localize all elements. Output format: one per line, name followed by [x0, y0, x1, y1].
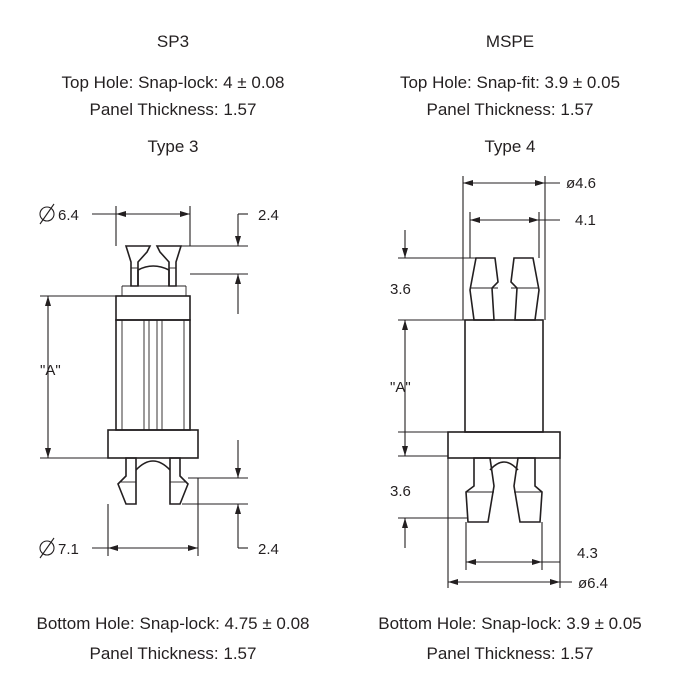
mspe-top-outer-diameter: ø4.6: [566, 175, 597, 192]
mspe-bottom-outer-diameter: ø6.4: [578, 575, 609, 592]
sp3-top-length: 2.4: [258, 207, 279, 224]
mspe-bottom-inner-width: 4.3: [577, 545, 598, 562]
mspe-bottom-length: 3.6: [390, 483, 411, 500]
sp3-bottom-diameter: 7.1: [58, 541, 79, 558]
left-type-label: Type 3: [147, 137, 199, 156]
left-title: SP3: [156, 32, 190, 51]
left-bottom-hole-spec: Bottom Hole: Snap-lock: 4.75 ± 0.08: [36, 614, 310, 633]
left-top-hole-spec: Top Hole: Snap-lock: 4 ± 0.08: [61, 73, 285, 92]
left-bottom-panel-thickness: Panel Thickness: 1.57: [89, 644, 257, 663]
right-bottom-hole-spec: Bottom Hole: Snap-lock: 3.9 ± 0.05: [378, 614, 642, 633]
mspe-spacer-drawing: [448, 258, 560, 522]
sp3-dimension-a: "A": [40, 362, 61, 379]
right-top-panel-thickness: Panel Thickness: 1.57: [426, 100, 594, 119]
right-type-label: Type 4: [484, 137, 536, 156]
mspe-dimension-lines: [398, 176, 572, 588]
sp3-bottom-length: 2.4: [258, 541, 279, 558]
mspe-top-length: 3.6: [390, 281, 411, 298]
sp3-spacer-drawing: [108, 246, 198, 504]
right-title: MSPE: [485, 32, 535, 51]
right-bottom-panel-thickness: Panel Thickness: 1.57: [426, 644, 594, 663]
mspe-dimension-a: "A": [390, 379, 411, 396]
sp3-top-diameter: 6.4: [58, 207, 79, 224]
left-top-panel-thickness: Panel Thickness: 1.57: [89, 100, 257, 119]
mspe-top-inner-width: 4.1: [575, 212, 596, 229]
right-top-hole-spec: Top Hole: Snap-fit: 3.9 ± 0.05: [399, 73, 621, 92]
